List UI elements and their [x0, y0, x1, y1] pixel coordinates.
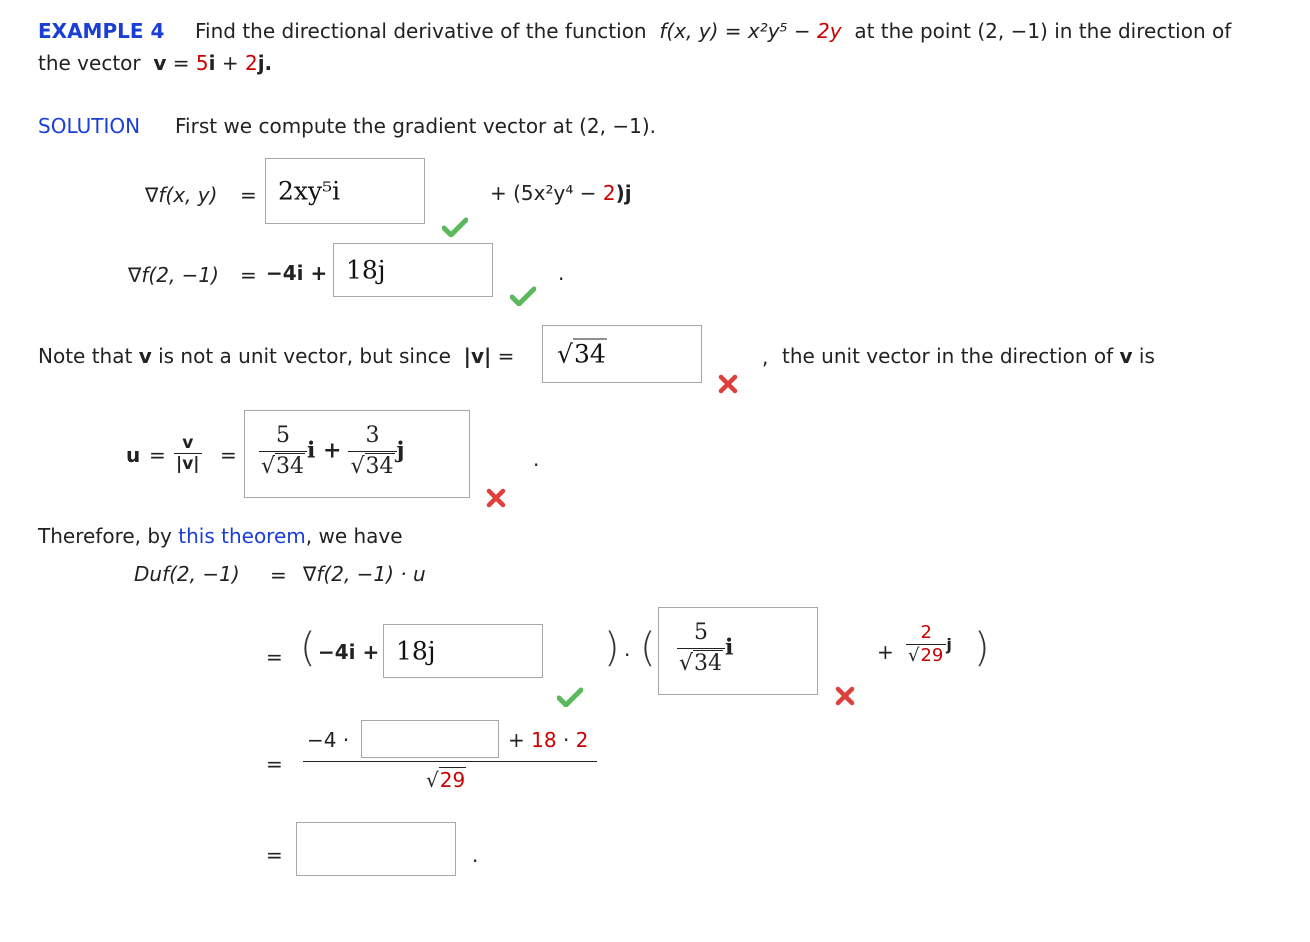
vector-label: v: [153, 51, 167, 75]
theorem-link[interactable]: this theorem: [178, 524, 306, 548]
step3-equals: =: [266, 843, 283, 867]
example-label: EXAMPLE 4: [38, 19, 165, 43]
gradient-rest-minus: −: [579, 181, 597, 205]
note-comma: ,: [762, 345, 769, 369]
gradient-answer-value: 2xy⁵i: [278, 176, 341, 206]
step1-unit-answer-value: $\frac{5}{√34}$ i: [677, 618, 733, 679]
question-line2: [38, 51, 272, 75]
vector-i: i: [208, 51, 216, 75]
gradient-point-period: .: [558, 261, 565, 285]
unit-period: .: [533, 447, 540, 471]
unit-eq2: =: [220, 443, 237, 467]
note-is: is: [1138, 344, 1155, 368]
step3-period: .: [472, 843, 479, 867]
open-paren: (: [300, 625, 316, 671]
note-equals: =: [497, 344, 515, 368]
step2-den: √29: [426, 768, 466, 792]
gradient-lhs: ∇f(x, y): [145, 183, 218, 207]
therefore-text: [38, 524, 403, 548]
step1-fraction: $\frac{2}{√29}$ j: [908, 622, 952, 666]
gradient-rest: [490, 181, 632, 205]
step1-equals: =: [266, 645, 283, 669]
directional-equals: =: [270, 563, 287, 587]
unit-eq1: =: [149, 443, 166, 467]
note-mid: is not a unit vector, but since: [158, 344, 451, 368]
note-norm: |v|: [463, 344, 492, 368]
check-icon: [442, 217, 468, 237]
step1-first: −4i +: [318, 640, 380, 664]
therefore-before: Therefore, by: [38, 524, 172, 548]
unit-u: u: [126, 443, 141, 467]
solution-text: First we compute the gradient vector at (2, −1).: [175, 114, 656, 138]
question-part1: Find the directional derivative of the function: [195, 19, 647, 43]
step1-frac-num: 2: [920, 622, 932, 643]
gradient-rest-plus: + (5x²y⁴: [490, 181, 574, 205]
step1-unit-answer-input[interactable]: [658, 607, 818, 695]
step2-equals: =: [266, 752, 283, 776]
check-icon: [510, 286, 536, 306]
unit-frac-num: v: [182, 433, 194, 453]
note-after: [782, 344, 1155, 368]
note-before: Note that: [38, 344, 133, 368]
step1-plus: +: [877, 640, 894, 664]
note-after-text: the unit vector in the direction of: [782, 344, 1114, 368]
step2-two: 2: [575, 728, 589, 752]
vector-j-coef: 2: [244, 51, 258, 75]
unit-fraction: [174, 433, 202, 474]
cross-icon: [835, 686, 855, 706]
final-answer-input[interactable]: [296, 822, 456, 876]
vector-prefix: the vector: [38, 51, 141, 75]
gradient-point-first: −4i +: [266, 261, 328, 285]
cross-icon: [718, 374, 738, 394]
cross-icon: [486, 488, 506, 508]
step2-eighteen: 18: [531, 728, 557, 752]
equals-sign: =: [172, 51, 190, 75]
minus-sign: −: [793, 19, 811, 43]
function-expression: f(x, y) = x²y⁵: [659, 19, 788, 43]
gradient-rest-two: 2: [602, 181, 616, 205]
gradient-point-answer-input[interactable]: [333, 243, 493, 297]
question-text: [195, 19, 1231, 43]
vector-i-coef: 5: [195, 51, 209, 75]
step2-num-first: −4 ·: [307, 728, 350, 752]
open-paren-2: (: [640, 625, 656, 671]
step1-j: j: [946, 635, 952, 654]
close-paren-2: ): [974, 625, 990, 671]
norm-answer-value: √34: [557, 339, 606, 369]
step2-num-rest: [508, 728, 588, 752]
gradient-rest-end: )j: [615, 181, 632, 205]
fraction-bar: [303, 761, 597, 762]
gradient-point-lhs: ∇f(2, −1): [128, 263, 219, 287]
step1-answer-value: 18j: [396, 636, 436, 666]
step1-answer-input[interactable]: [383, 624, 543, 678]
gradient-answer-input[interactable]: [265, 158, 425, 224]
norm-answer-input[interactable]: [542, 325, 702, 383]
directional-lhs: Duf(2, −1): [134, 562, 240, 586]
unit-vector-answer-input[interactable]: [244, 410, 470, 498]
therefore-after: , we have: [305, 524, 403, 548]
function-term2: 2y: [817, 19, 842, 43]
note-v2: v: [1119, 344, 1133, 368]
note-text: [38, 344, 514, 368]
unit-vector-answer-value: $\frac{5}{√34}$ i + $\frac{3}{√34}$ j: [259, 421, 404, 482]
unit-frac-den: |v|: [176, 454, 200, 474]
close-paren: ): [604, 625, 620, 671]
directional-rhs: ∇f(2, −1) · u: [303, 562, 426, 586]
solution-label: SOLUTION: [38, 114, 141, 138]
gradient-point-equals: =: [240, 263, 257, 287]
check-icon: [557, 687, 583, 707]
dot-operator: ·: [624, 643, 631, 667]
gradient-equals: =: [240, 183, 257, 207]
question-part2: at the point (2, −1) in the direction of: [854, 19, 1232, 43]
gradient-point-answer-value: 18j: [346, 255, 386, 285]
step2-plus: +: [508, 728, 525, 752]
vector-j: j.: [257, 51, 273, 75]
step2-dot: ·: [562, 728, 570, 752]
plus-sign: +: [221, 51, 239, 75]
step2-answer-input[interactable]: [361, 720, 499, 758]
note-v: v: [138, 344, 152, 368]
